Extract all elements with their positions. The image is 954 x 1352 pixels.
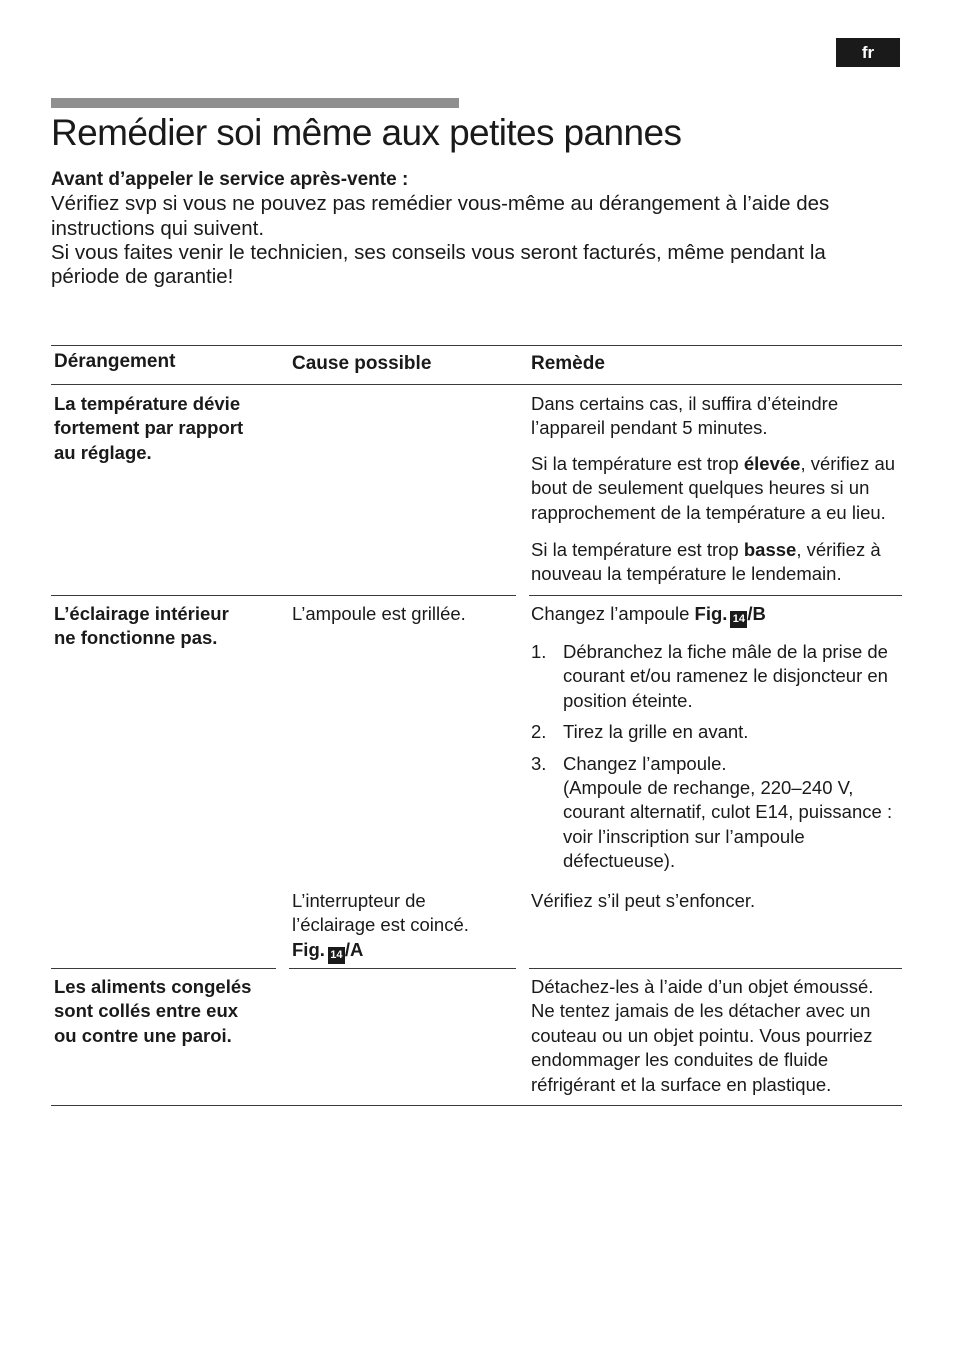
row3-remedy: Détachez-les à l’aide d’un objet émoussé. Ne tentez jamais de les détacher avec un couteau ou un objet pointu. Vous pourriez endommager les conduites de fluide réfrigérant et la surface en plastique.	[531, 976, 874, 1095]
header-fault: Dérangement	[54, 351, 176, 372]
row1-remedy-2: Si la température est trop élevée, vérifiez au bout de seulement quelques heures si un rapprochement de la température a eu lieu.	[531, 453, 896, 523]
intro-section	[51, 168, 901, 289]
row1-remedy-1: Dans certains cas, il suffira d’éteindre l’appareil pendant 5 minutes.	[531, 393, 839, 439]
header-cause: Cause possible	[292, 353, 432, 374]
row2-remedy-1: Changez l’ampoule Fig. 14 /B	[531, 602, 899, 628]
table-top-rule	[51, 345, 902, 346]
intro-heading: Avant d’appeler le service après-vente :	[51, 169, 409, 190]
row2-remedy-2: Vérifiez s’il peut s’enfoncer.	[531, 890, 756, 911]
replacement-steps-list	[531, 640, 899, 874]
row1-remedy-3: Si la température est trop basse, vérifiez à nouveau la température le lendemain.	[531, 539, 881, 585]
list-item: 2. Tirez la grille en avant.	[531, 721, 749, 743]
row1-fault: La température dévie fortement par rapport au réglage.	[54, 393, 244, 463]
figure-number-icon: 14	[730, 611, 747, 628]
table-bottom-rule	[51, 1105, 902, 1106]
page-title: Remédier soi même aux petites pannes	[51, 112, 682, 153]
row2-rule-remedy	[529, 968, 902, 969]
row2-cause-2: L’interrupteur de l’éclairage est coincé. Fig. 14 /A	[292, 889, 482, 964]
list-item: 1. Débranchez la fiche mâle de la prise de courant et/ou ramenez le disjoncteur en position éteinte.	[531, 641, 888, 711]
row1-rule-remedy	[529, 595, 902, 596]
figure-number-icon: 14	[328, 947, 345, 964]
row1-rule-fault-cause	[51, 595, 516, 596]
header-remedy: Remède	[531, 353, 605, 374]
intro-paragraph-1: Vérifiez svp si vous ne pouvez pas remédier vous-même au dérangement à l’aide des instructions qui suivent.	[51, 192, 830, 240]
row2-rule-fault	[51, 968, 276, 969]
row2-rule-cause	[289, 968, 516, 969]
troubleshooting-table	[51, 345, 902, 1106]
language-badge: fr	[836, 38, 900, 67]
title-rule	[51, 98, 459, 108]
row2-cause-1: L’ampoule est grillée.	[292, 603, 466, 624]
header-bottom-rule	[51, 384, 902, 385]
row3-fault: Les aliments congelés sont collés entre eux ou contre une paroi.	[54, 976, 252, 1046]
row2-fault: L’éclairage intérieur ne fonctionne pas.	[54, 603, 229, 649]
intro-paragraph-2: Si vous faites venir le technicien, ses conseils vous seront facturés, même pendant la période de garantie!	[51, 240, 826, 289]
list-item: 3. Changez l’ampoule. (Ampoule de rechange, 220–240 V, courant alternatif, culot E14, puissance : voir l’inscription sur l’ampoule défectueuse).	[531, 752, 893, 872]
